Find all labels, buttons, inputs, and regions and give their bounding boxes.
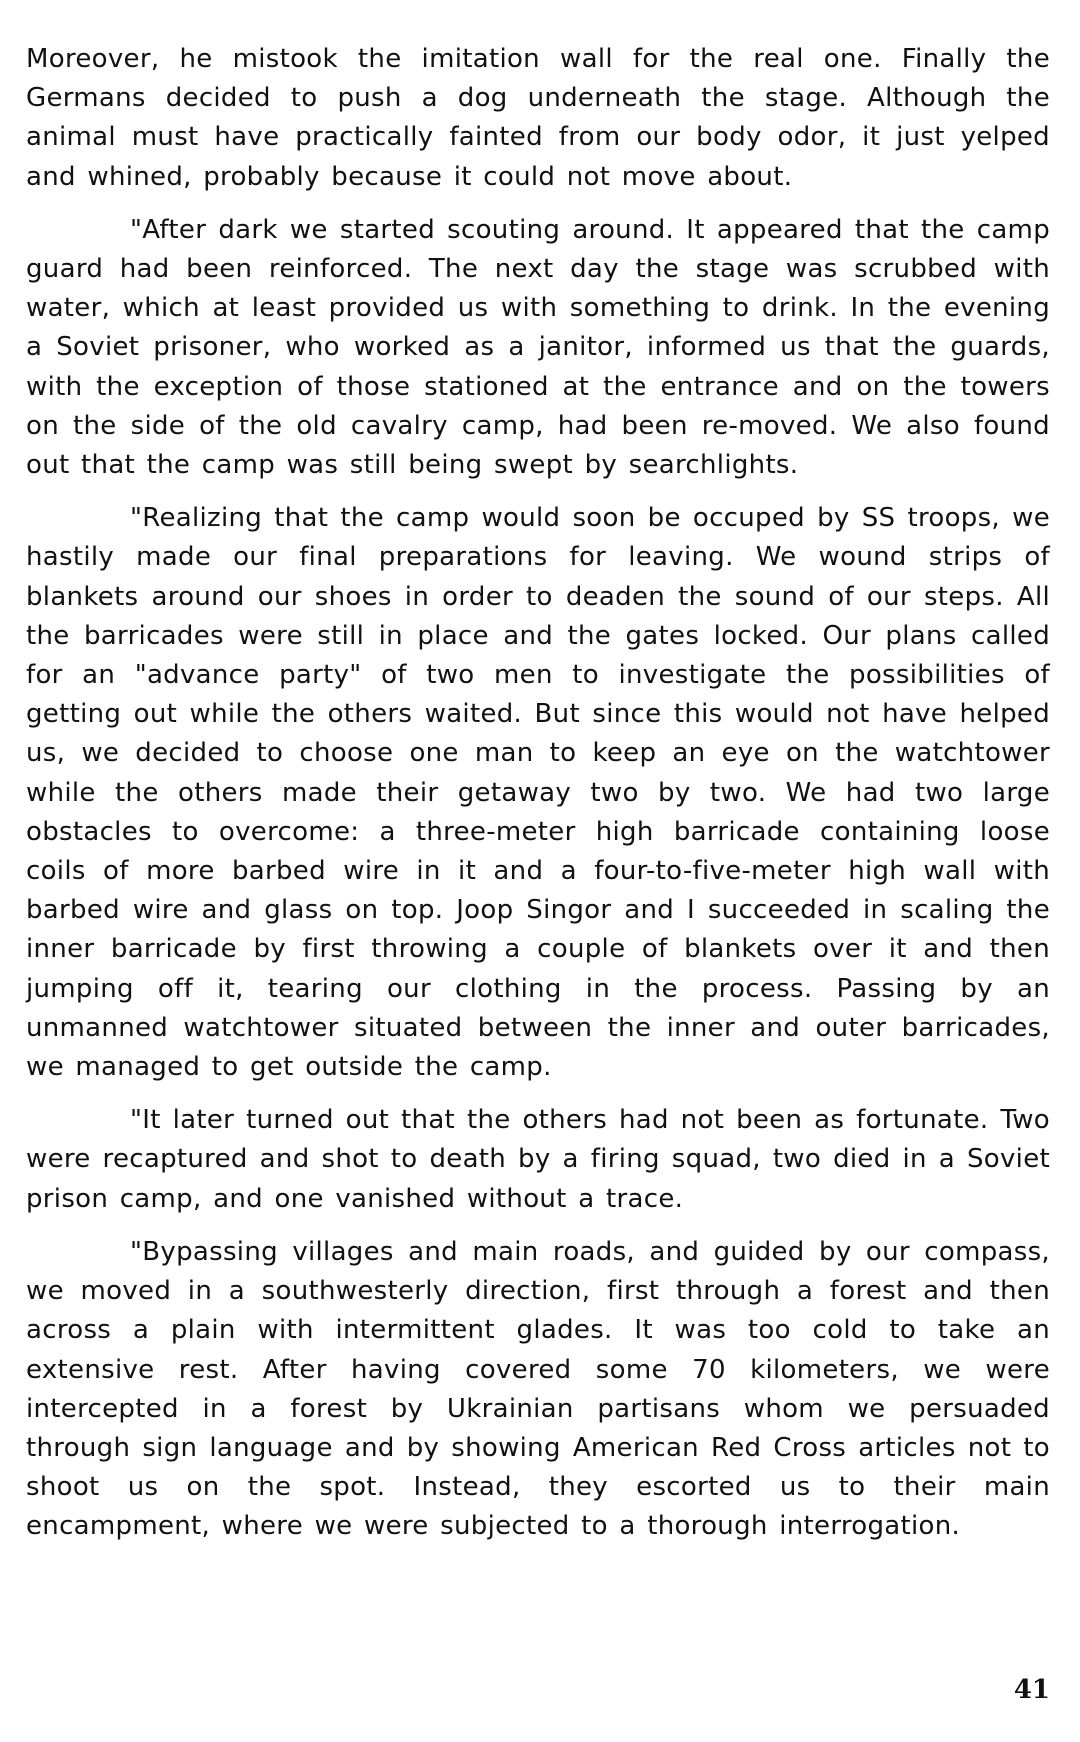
- paragraph-3: "Realizing that the camp would soon be occuped by SS troops, we hastily made our final preparations for leaving. We wound strips of blankets around our shoes in order to deaden the sound of our steps. All the barricades were still in place and the gates locked. Our plans called for an "advance party" of two men to investigate the possibilities of getting out while the others waited. But since this would not have helped us, we decided to choose one man to keep an eye on the watchtower while the others made their getaway two by two. We had two large obstacles to overcome: a three-meter high barricade containing loose coils of more barbed wire in it and a four-to-five-meter high wall with barbed wire and glass on top. Joop Singor and I succeeded in scaling the inner barricade by first throwing a couple of blankets over it and then jumping off it, tearing our clothing in the process. Passing by an unmanned watchtower situated between the inner and outer barricades, we managed to get outside the camp.: [26, 503, 1050, 1083]
- page-number: 41: [1013, 1675, 1050, 1705]
- paragraph-1: Moreover, he mistook the imitation wall for the real one. Finally the Germans decided to push a dog underneath the stage. Although the animal must have practically fainted from our body odor, it just yelped and whined, probably because it could not move about.: [26, 44, 1050, 192]
- paragraph-2: "After dark we started scouting around. It appeared that the camp guard had been reinforced. The next day the stage was scrubbed with water, which at least provided us with something to drink. In the evening a Soviet prisoner, who worked as a janitor, informed us that the guards, with the exception of those stationed at the entrance and on the towers on the side of the old cavalry camp, had been re-moved. We also found out that the camp was still being swept by searchlights.: [26, 214, 1050, 481]
- page-body: [26, 40, 1050, 1561]
- paragraph-5: "Bypassing villages and main roads, and guided by our compass, we moved in a southwesterly direction, first through a forest and then across a plain with intermittent glades. It was too cold to take an extensive rest. After having covered some 70 kilometers, we were intercepted in a forest by Ukrainian partisans whom we persuaded through sign language and by showing American Red Cross articles not to shoot us on the spot. Instead, they escorted us to their main encampment, where we were subjected to a thorough interrogation.: [26, 1236, 1050, 1542]
- paragraph-4: "It later turned out that the others had not been as fortunate. Two were recaptured and shot to death by a firing squad, two died in a Soviet prison camp, and one vanished without a trace.: [26, 1105, 1050, 1214]
